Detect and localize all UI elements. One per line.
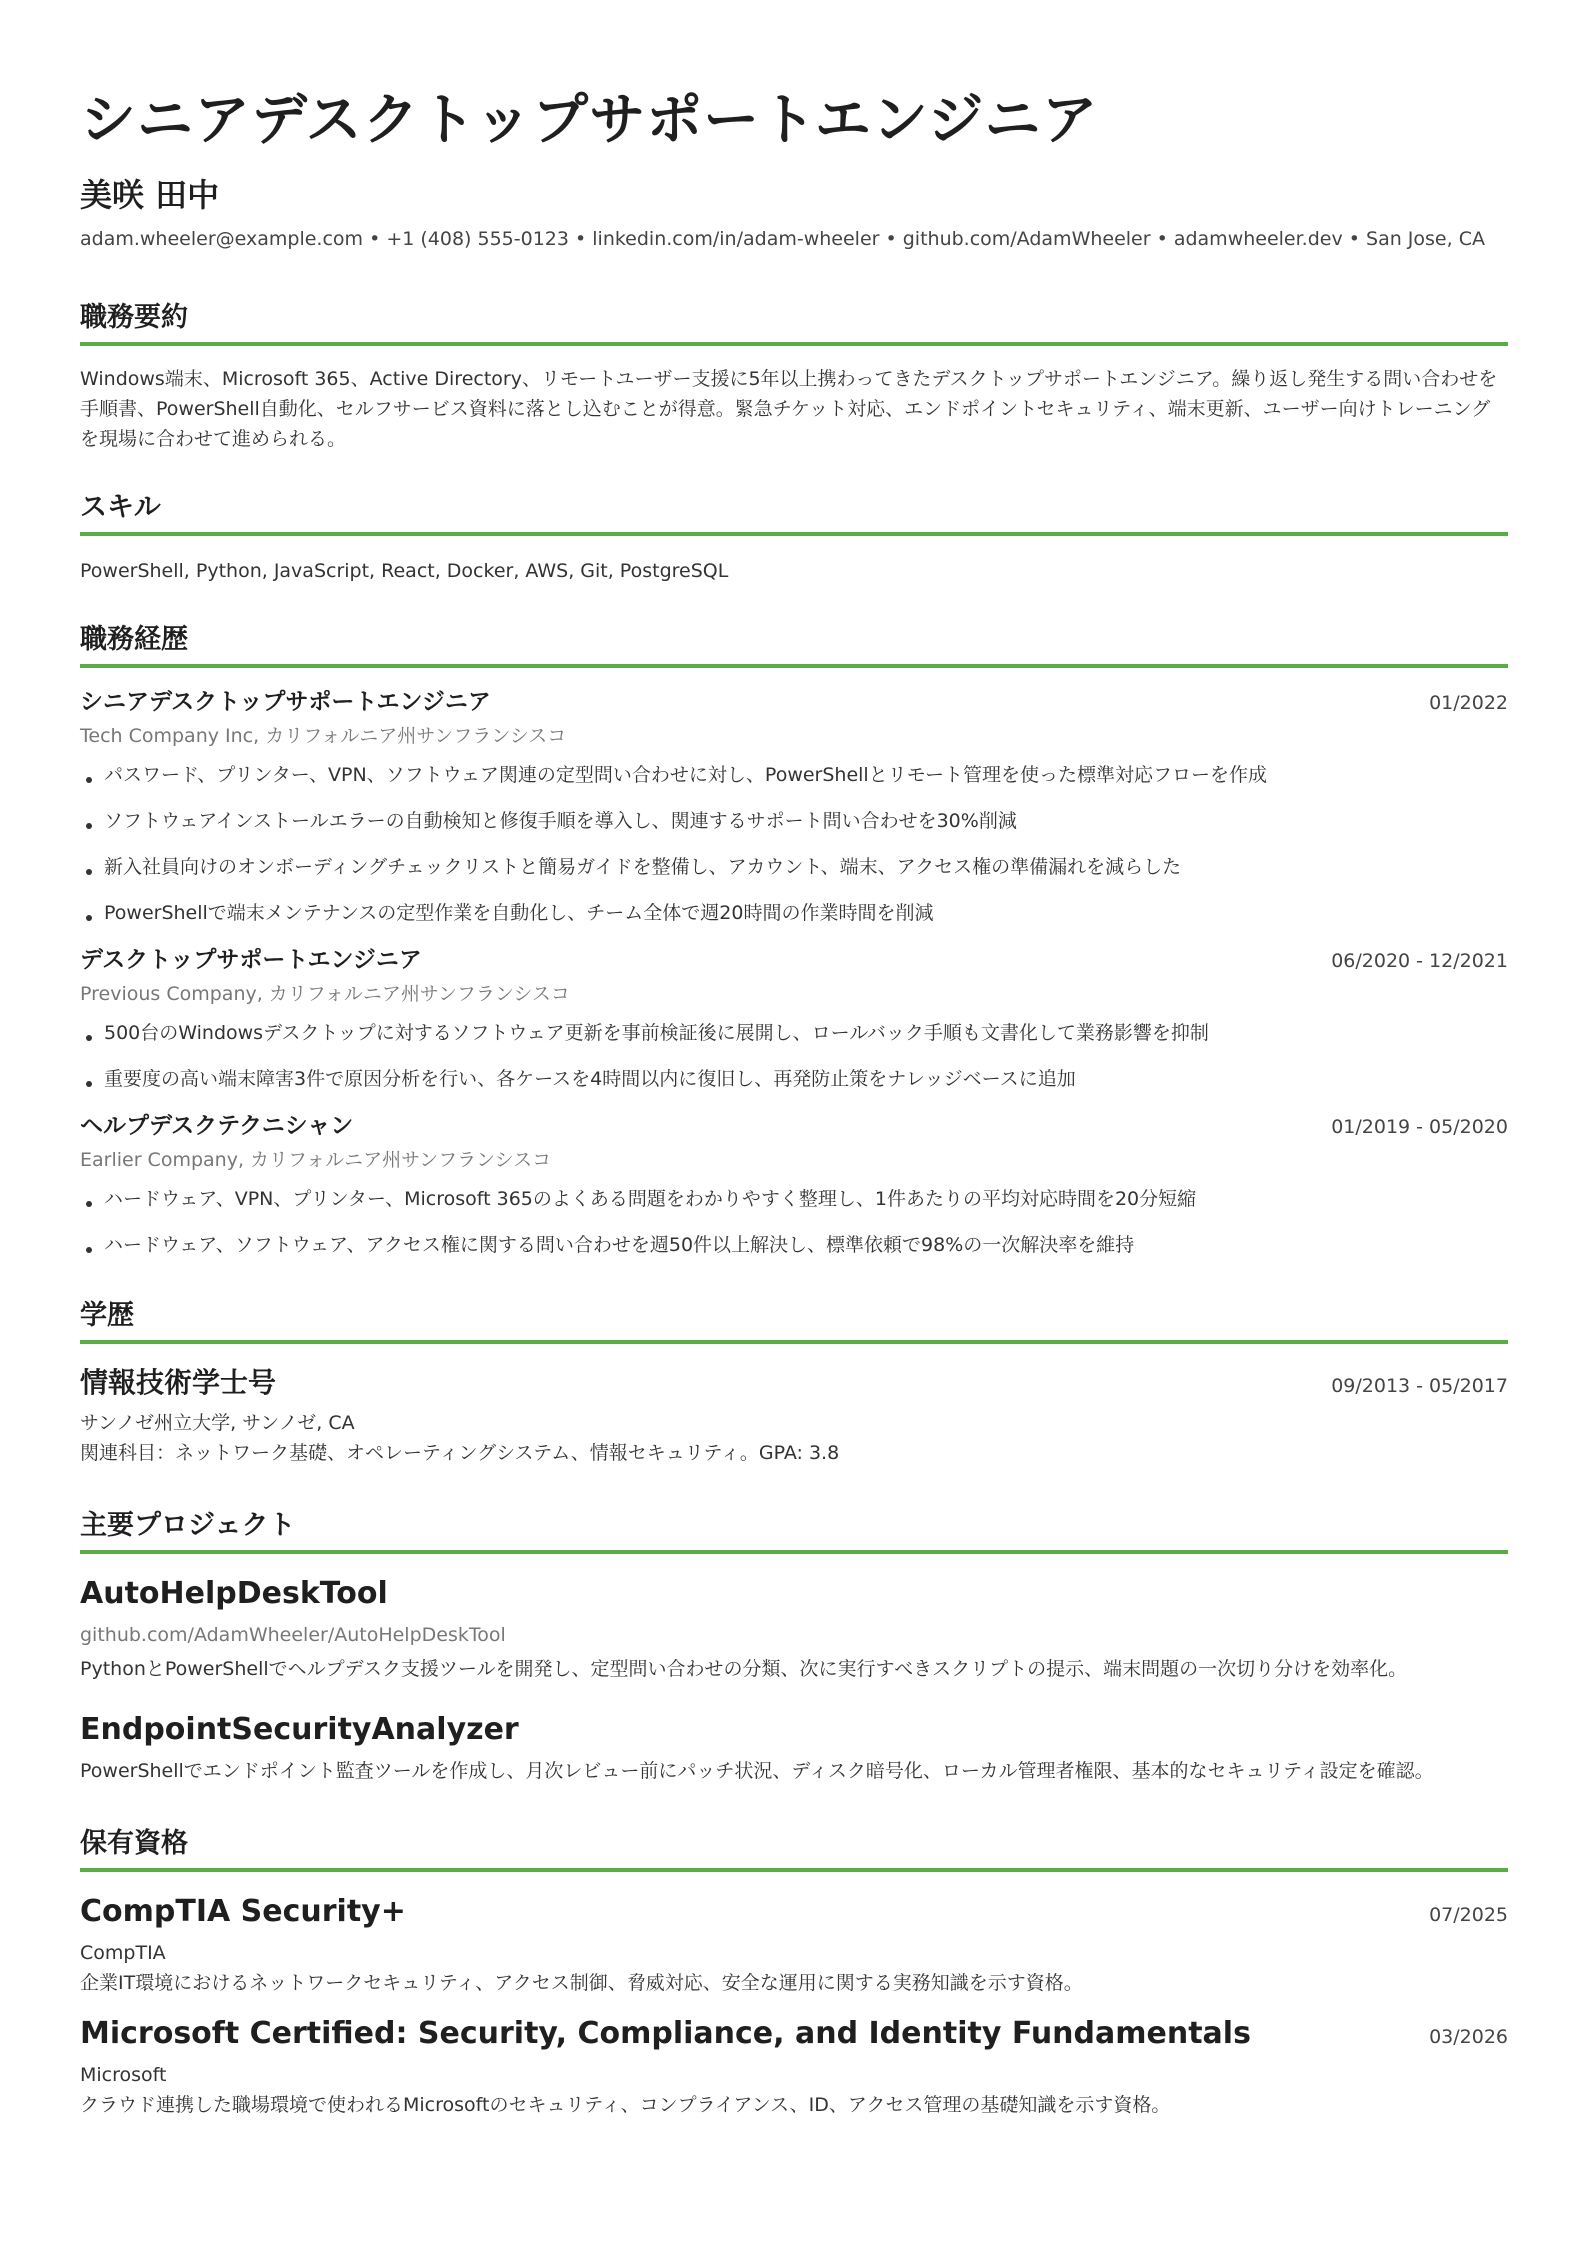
section-heading-skills: スキル <box>80 490 1508 536</box>
section-heading-projects: 主要プロジェクト <box>80 1508 1508 1554</box>
contact-info: adam.wheeler@example.com • +1 (408) 555-0123 • linkedin.com/in/adam-wheeler • github.com/AdamWheeler • adamwheeler.dev • San Jose, CA <box>80 228 1485 250</box>
job-title: ヘルプデスクテクニシャン <box>80 1113 354 1139</box>
certification-name: CompTIA Security+ <box>80 1894 406 1929</box>
job-bullet: 新入社員向けのオンボーディングチェックリストと簡易ガイドを整備し、アカウント、端末、アクセス権の準備漏れを減らした <box>80 852 1508 882</box>
section-heading-certifications: 保有資格 <box>80 1826 1508 1872</box>
education-section <box>80 1298 1508 1468</box>
certification-date: 03/2026 <box>1429 2026 1508 2048</box>
project-name: EndpointSecurityAnalyzer <box>80 1712 519 1747</box>
job-entry <box>80 1110 1508 1260</box>
job-entry <box>80 686 1508 928</box>
education-date: 09/2013 - 05/2017 <box>1331 1375 1508 1397</box>
job-bullet: ハードウェア、VPN、プリンター、Microsoft 365のよくある問題をわかりやすく整理し、1件あたりの平均対応時間を20分短縮 <box>80 1184 1508 1214</box>
section-heading-summary: 職務要約 <box>80 300 1508 346</box>
job-title: デスクトップサポートエンジニア <box>80 947 422 973</box>
certifications-section <box>80 1826 1508 2120</box>
certification-date: 07/2025 <box>1429 1904 1508 1926</box>
job-company: Earlier Company, カリフォルニア州サンフランシスコ <box>80 1149 552 1171</box>
certification-issuer: CompTIA <box>80 1942 166 1964</box>
job-bullets <box>80 1184 1508 1260</box>
project-link[interactable]: github.com/AdamWheeler/AutoHelpDeskTool <box>80 1624 506 1646</box>
job-bullet: 重要度の高い端末障害3件で原因分析を行い、各ケースを4時間以内に復旧し、再発防止策をナレッジベースに追加 <box>80 1064 1508 1094</box>
job-company: Previous Company, カリフォルニア州サンフランシスコ <box>80 983 570 1005</box>
skills-section <box>80 490 1508 586</box>
school-name: サンノゼ州立大学, サンノゼ, CA <box>80 1412 355 1434</box>
job-title: シニアデスクトップサポートエンジニア <box>80 689 491 715</box>
job-date: 01/2022 <box>1429 692 1508 714</box>
job-bullets <box>80 1018 1508 1094</box>
skills-text: PowerShell, Python, JavaScript, React, Docker, AWS, Git, PostgreSQL <box>80 560 729 582</box>
certification-issuer: Microsoft <box>80 2064 167 2086</box>
certification-description: クラウド連携した職場環境で使われるMicrosoftのセキュリティ、コンプライアンス、ID、アクセス管理の基礎知識を示す資格。 <box>80 2094 1171 2116</box>
job-bullet: ハードウェア、ソフトウェア、アクセス権に関する問い合わせを週50件以上解決し、標準依頼で98%の一次解決率を維持 <box>80 1230 1508 1260</box>
job-bullet: パスワード、プリンター、VPN、ソフトウェア関連の定型問い合わせに対し、PowerShellとリモート管理を使った標準対応フローを作成 <box>80 760 1508 790</box>
resume-title: シニアデスクトップサポートエンジニア <box>80 88 1099 153</box>
degree-title: 情報技術学士号 <box>80 1366 277 1399</box>
certification-entry <box>80 2014 1508 2120</box>
project-name: AutoHelpDeskTool <box>80 1576 388 1611</box>
experience-section <box>80 622 1508 1260</box>
summary-section <box>80 300 1508 454</box>
project-description: PowerShellでエンドポイント監査ツールを作成し、月次レビュー前にパッチ状況、ディスク暗号化、ローカル管理者権限、基本的なセキュリティ設定を確認。 <box>80 1760 1434 1782</box>
summary-text: Windows端末、Microsoft 365、Active Directory、リモートユーザー支援に5年以上携わってきたデスクトップサポートエンジニア。繰り返し発生する問い合わせを手順書、PowerShell自動化、セルフサービス資料に落とし込むことが得意。緊急チケット対応、エンドポイントセキュリティ、端末更新、ユーザー向けトレーニングを現場に合わせて進められる。 <box>80 368 1498 450</box>
candidate-name: 美咲 田中 <box>80 176 220 214</box>
job-entry <box>80 944 1508 1094</box>
section-heading-experience: 職務経歴 <box>80 622 1508 668</box>
certification-description: 企業IT環境におけるネットワークセキュリティ、アクセス制御、脅威対応、安全な運用に関する実務知識を示す資格。 <box>80 1972 1083 1994</box>
certification-name: Microsoft Certified: Security, Compliance, and Identity Fundamentals <box>80 2016 1251 2051</box>
education-details: 関連科目：ネットワーク基礎、オペレーティングシステム、情報セキュリティ。GPA: 3.8 <box>80 1442 840 1464</box>
job-date: 06/2020 - 12/2021 <box>1331 950 1508 972</box>
job-date: 01/2019 - 05/2020 <box>1331 1116 1508 1138</box>
project-entry <box>80 1574 1508 1684</box>
certification-entry <box>80 1892 1508 1998</box>
project-description: PythonとPowerShellでヘルプデスク支援ツールを開発し、定型問い合わせの分類、次に実行すべきスクリプトの提示、端末問題の一次切り分けを効率化。 <box>80 1658 1408 1680</box>
job-bullet: 500台のWindowsデスクトップに対するソフトウェア更新を事前検証後に展開し、ロールバック手順も文書化して業務影響を抑制 <box>80 1018 1508 1048</box>
section-heading-education: 学歴 <box>80 1298 1508 1344</box>
project-entry <box>80 1710 1508 1786</box>
job-bullet: ソフトウェアインストールエラーの自動検知と修復手順を導入し、関連するサポート問い合わせを30%削減 <box>80 806 1508 836</box>
job-bullets <box>80 760 1508 928</box>
projects-section <box>80 1508 1508 1786</box>
job-bullet: PowerShellで端末メンテナンスの定型作業を自動化し、チーム全体で週20時間の作業時間を削減 <box>80 898 1508 928</box>
job-company: Tech Company Inc, カリフォルニア州サンフランシスコ <box>80 725 567 747</box>
